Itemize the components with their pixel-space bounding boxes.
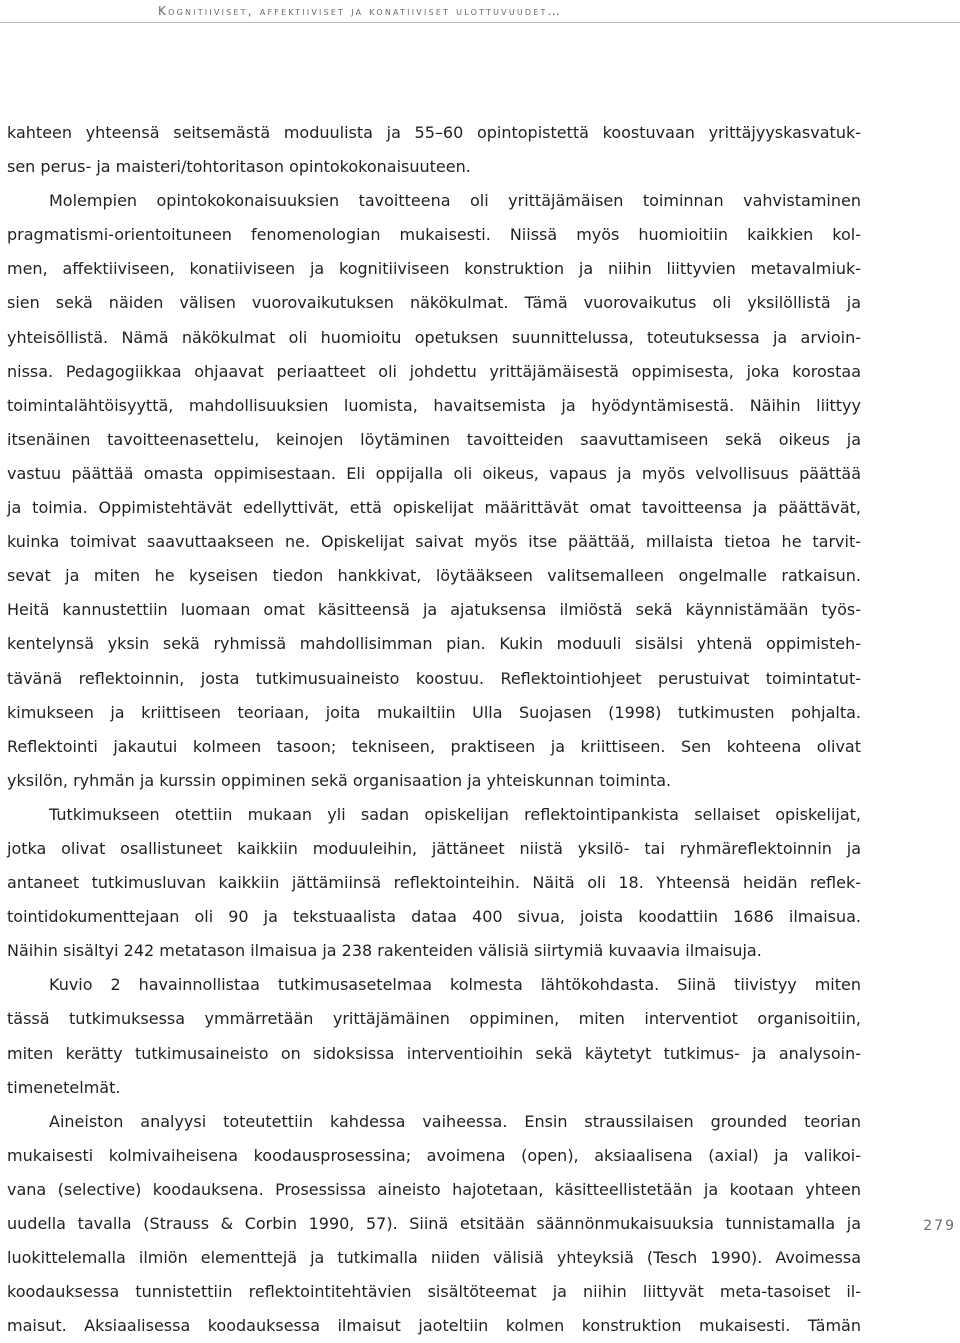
text-line: luokittelemalla ilmiön elementtejä ja tutkimalla niiden välisiä yhteyksiä (Tesch 1990). Avoimessa	[7, 1248, 861, 1268]
text-line: tävänä reflektoinnin, josta tutkimusuaineisto koostuu. Reflektointiohjeet perustuivat toimintatut-	[7, 668, 861, 688]
text-line: timenetelmät.	[7, 1077, 121, 1097]
text-line: Näihin sisältyi 242 metatason ilmaisua ja 238 rakenteiden välisiä siirtymiä kuvaavia ilmaisuja.	[7, 941, 762, 961]
text-line: Aineiston analyysi toteutettiin kahdessa vaiheessa. Ensin straussilaisen grounded teorian	[49, 1111, 861, 1131]
text-line: antaneet tutkimusluvan kaikkiin jättämiinsä reflektointeihin. Näitä oli 18. Yhteensä heidän reflek-	[7, 873, 861, 893]
text-line: sevat ja miten he kyseisen tiedon hankkivat, löytääkseen valitsemalleen ongelmalle ratkaisun.	[7, 566, 861, 586]
text-line: sen perus- ja maisteri/tohtoritason opintokokonaisuuteen.	[7, 157, 471, 177]
text-line: kimukseen ja kriittiseen teoriaan, joita mukailtiin Ulla Suojasen (1998) tutkimusten pohjalta.	[7, 702, 861, 722]
text-line: toimintalähtöisyyttä, mahdollisuuksien luomista, havaitsemista ja hyödyntämisestä. Näihin liittyy	[7, 395, 861, 415]
text-line: yhteisöllistä. Nämä näkökulmat oli huomioitu opetuksen suunnittelussa, toteutuksessa ja arvioin-	[7, 327, 861, 347]
text-line: Reflektointi jakautui kolmeen tasoon; tekniseen, praktiseen ja kriittiseen. Sen kohteena olivat	[7, 736, 861, 756]
page-number: 279	[923, 1218, 956, 1234]
text-line: yksilön, ryhmän ja kurssin oppiminen sekä organisaation ja yhteiskunnan toiminta.	[7, 770, 672, 790]
text-line: nissa. Pedagogiikkaa ohjaavat periaatteet oli johdettu yrittäjämäisestä oppimisesta, joka korostaa	[7, 361, 861, 381]
running-head: Kognitiiviset, affektiiviset ja konatiiviset ulottuvuudet…	[158, 4, 562, 18]
text-line: kahteen yhteensä seitsemästä moduulista ja 55–60 opintopistettä koostuvaan yrittäjyyskasvatuk-	[7, 123, 861, 142]
text-line: koodauksessa tunnistettiin reflektointitehtävien sisältöteemat ja niihin liittyvät meta-tasoiset il-	[7, 1282, 861, 1302]
text-line: itsenäinen tavoitteenasettelu, keinojen löytäminen tavoitteiden saavuttamiseen sekä oikeus ja	[7, 429, 861, 449]
text-line: kuinka toimivat saavuttaakseen ne. Opiskelijat saivat myös itse päättää, millaista tietoa he tarvit-	[7, 532, 861, 552]
text-line: Molempien opintokokonaisuuksien tavoitteena oli yrittäjämäisen toiminnan vahvistaminen	[49, 191, 861, 211]
header-divider	[0, 22, 960, 23]
text-line: jotka olivat osallistuneet kaikkiin moduuleihin, jättäneet niistä yksilö- tai ryhmäreflektoinnin ja	[7, 838, 861, 858]
body-text	[7, 116, 861, 1343]
text-line: Heitä kannustettiin luomaan omat käsitteensä ja ajatuksensa ilmiöstä sekä käynnistämään työs-	[7, 600, 861, 620]
text-line: miten kerätty tutkimusaineisto on sidoksissa interventioihin sekä käytetyt tutkimus- ja analysoin-	[7, 1043, 861, 1063]
text-line: men, affektiiviseen, konatiiviseen ja kognitiiviseen konstruktion ja niihin liittyvien metavalmiuk-	[7, 259, 861, 279]
text-line: tointidokumenttejaan oli 90 ja tekstuaalista dataa 400 sivua, joista koodattiin 1686 ilmaisua.	[7, 907, 861, 927]
text-line: Tutkimukseen otettiin mukaan yli sadan opiskelijan reflektointipankista sellaiset opiskelijat,	[49, 804, 861, 824]
text-line: vana (selective) koodauksena. Prosessissa aineisto hajotetaan, käsitteellistetään ja kootaan yhteen	[7, 1179, 861, 1199]
text-line: uudella tavalla (Strauss & Corbin 1990, 57). Siinä etsitään säännönmukaisuuksia tunnistamalla ja	[7, 1214, 861, 1233]
text-line: maisut. Aksiaalisessa koodauksessa ilmaisut jaoteltiin kolmen konstruktion mukaisesti. Tämän	[7, 1316, 861, 1336]
text-line: tässä tutkimuksessa ymmärretään yrittäjämäinen oppiminen, miten interventiot organisoitiin,	[7, 1009, 861, 1029]
text-line: Kuvio 2 havainnollistaa tutkimusasetelmaa kolmesta lähtökohdasta. Siinä tiivistyy miten	[49, 975, 861, 995]
text-line: ja toimia. Oppimistehtävät edellyttivät, että opiskelijat määrittävät omat tavoitteensa ja päättävät,	[7, 498, 861, 518]
text-line: kentelynsä yksin sekä ryhmissä mahdollisimman pian. Kukin moduuli sisälsi yhtenä oppimisteh-	[7, 634, 861, 654]
text-line: pragmatismi-orientoituneen fenomenologian mukaisesti. Niissä myös huomioitiin kaikkien kol-	[7, 225, 861, 245]
text-line: mukaisesti kolmivaiheisena koodausprosessina; avoimena (open), aksiaalisena (axial) ja valikoi-	[7, 1145, 861, 1165]
text-line: sien sekä näiden välisen vuorovaikutuksen näkökulmat. Tämä vuorovaikutus oli yksilöllistä ja	[7, 293, 861, 313]
text-line: vastuu päättää omasta oppimisestaan. Eli oppijalla oli oikeus, vapaus ja myös velvollisuus päättää	[7, 463, 861, 483]
